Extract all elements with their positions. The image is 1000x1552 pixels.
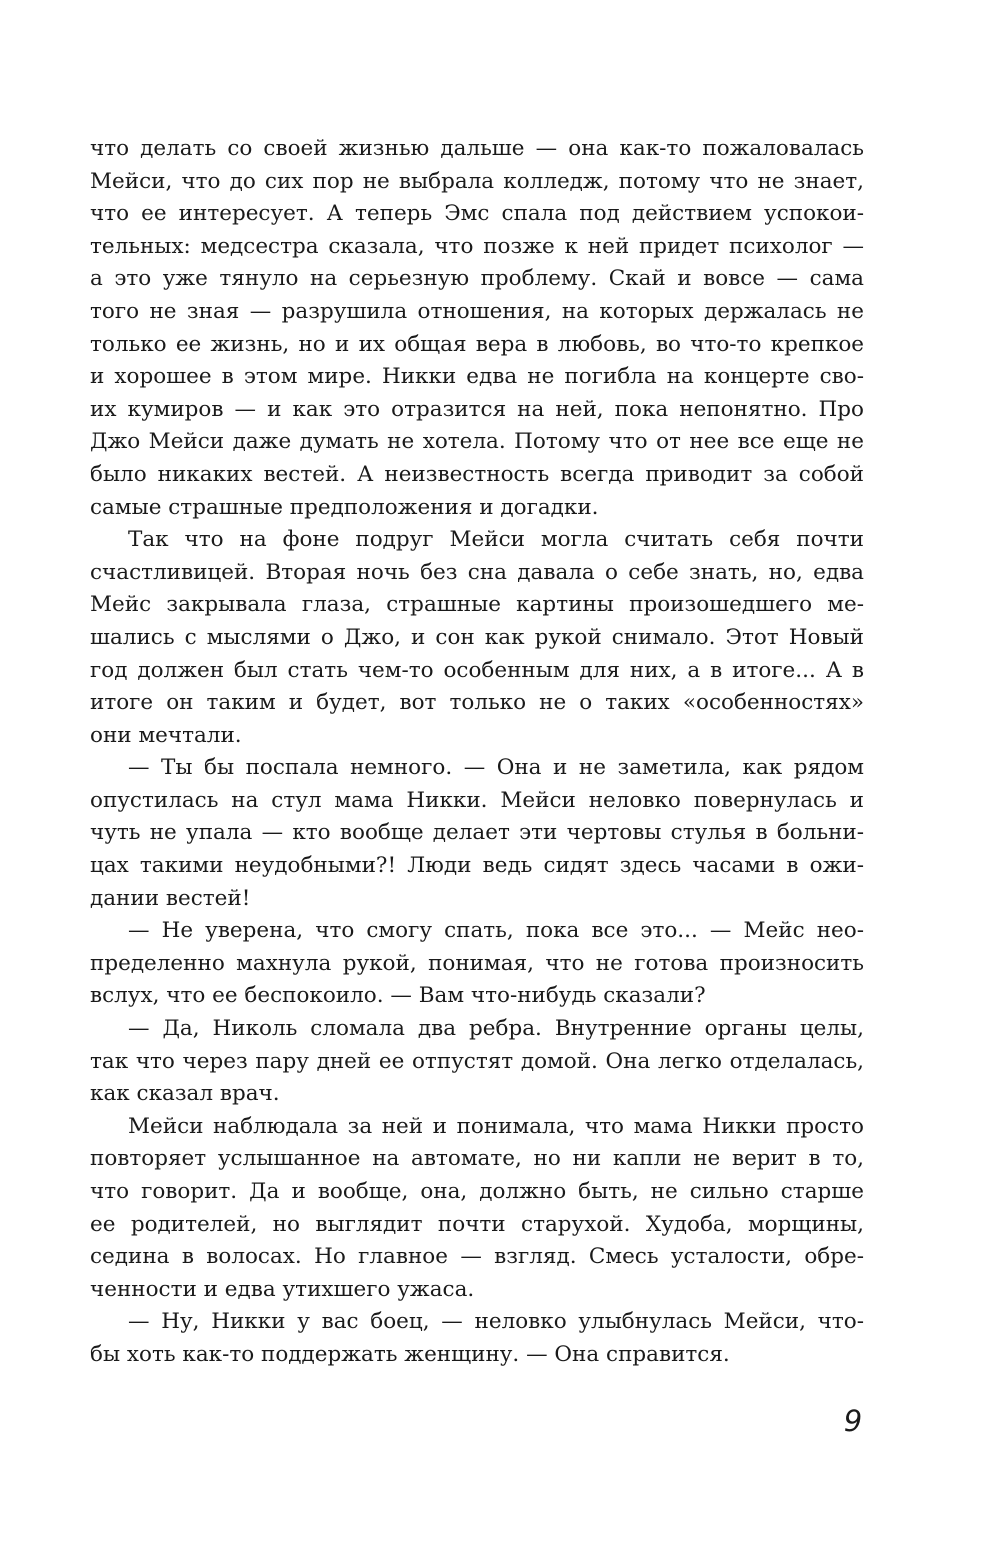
text-line: Мейс закрывала глаза, страшные картины произошедшего ме- [90, 592, 864, 618]
text-line: дании вестей! [90, 885, 251, 911]
text-line: итоге он таким и будет, вот только не о таких «особенностях» [90, 690, 864, 716]
text-line: повторяет услышанное на автомате, но ни капли не верит в то, [90, 1146, 864, 1172]
text-line: а это уже тянуло на серьезную проблему. Скай и вовсе — сама [90, 266, 864, 292]
text-line: было никаких вестей. А неизвестность всегда приводит за собой [90, 461, 864, 487]
text-line: что ее интересует. А теперь Эмс спала под действием успокои- [90, 201, 864, 227]
text-line: — Ну, Никки у вас боец, — неловко улыбнулась Мейси, что- [128, 1309, 864, 1335]
text-line: и хорошее в этом мире. Никки едва не погибла на концерте сво- [90, 364, 864, 390]
text-line: шались с мыслями о Джо, и сон как рукой снимало. Этот Новый [90, 624, 864, 650]
text-line: опустилась на стул мама Никки. Мейси неловко повернулась и [90, 787, 864, 813]
text-line: пределенно махнула рукой, понимая, что не готова произносить [90, 950, 864, 976]
text-line: — Да, Николь сломала два ребра. Внутренние органы целы, [128, 1016, 864, 1042]
body-text [90, 133, 864, 1372]
text-line: самые страшные предположения и догадки. [90, 494, 599, 520]
text-line: вслух, что ее беспокоило. — Вам что-нибудь сказали? [90, 983, 706, 1009]
text-line: Мейси наблюдала за ней и понимала, что мама Никки просто [128, 1113, 864, 1139]
text-line: их кумиров — и как это отразится на ней, пока непонятно. Про [90, 396, 864, 422]
page-number: 9 [843, 1404, 863, 1438]
text-line: они мечтали. [90, 722, 242, 748]
text-line: Джо Мейси даже думать не хотела. Потому что от нее все еще не [90, 429, 864, 455]
text-line: бы хоть как-то поддержать женщину. — Она справится. [90, 1341, 730, 1367]
text-line: как сказал врач. [90, 1081, 280, 1107]
text-line: только ее жизнь, но и их общая вера в любовь, во что-то крепкое [90, 331, 864, 357]
text-line: год должен был стать чем-то особенным для них, а в итоге... А в [90, 657, 864, 683]
text-line: ее родителей, но выглядит почти старухой. Худоба, морщины, [90, 1211, 864, 1237]
text-line: того не зная — разрушила отношения, на которых держалась не [90, 298, 864, 324]
text-line: ченности и едва утихшего ужаса. [90, 1276, 475, 1302]
text-line: седина в волосах. Но главное — взгляд. Смесь усталости, обре- [90, 1244, 864, 1270]
text-line: так что через пару дней ее отпустят домой. Она легко отделалась, [90, 1048, 864, 1074]
text-line: тельных: медсестра сказала, что позже к ней придет психолог — [90, 233, 864, 259]
text-line: Так что на фоне подруг Мейси могла считать себя почти [128, 527, 864, 553]
text-line: Мейси, что до сих пор не выбрала колледж, потому что не знает, [90, 168, 864, 194]
text-line: что делать со своей жизнью дальше — она как-то пожаловалась [90, 136, 864, 161]
text-line: чуть не упала — кто вообще делает эти чертовы стулья в больни- [90, 820, 864, 846]
text-line: счастливицей. Вторая ночь без сна давала о себе знать, но, едва [90, 559, 864, 585]
text-line: — Не уверена, что смогу спать, пока все это... — Мейс нео- [128, 918, 864, 944]
text-line: цах такими неудобными?! Люди ведь сидят здесь часами в ожи- [90, 853, 864, 879]
text-line: что говорит. Да и вообще, она, должно быть, не сильно старше [90, 1179, 864, 1204]
text-line: — Ты бы поспала немного. — Она и не заметила, как рядом [128, 755, 864, 781]
